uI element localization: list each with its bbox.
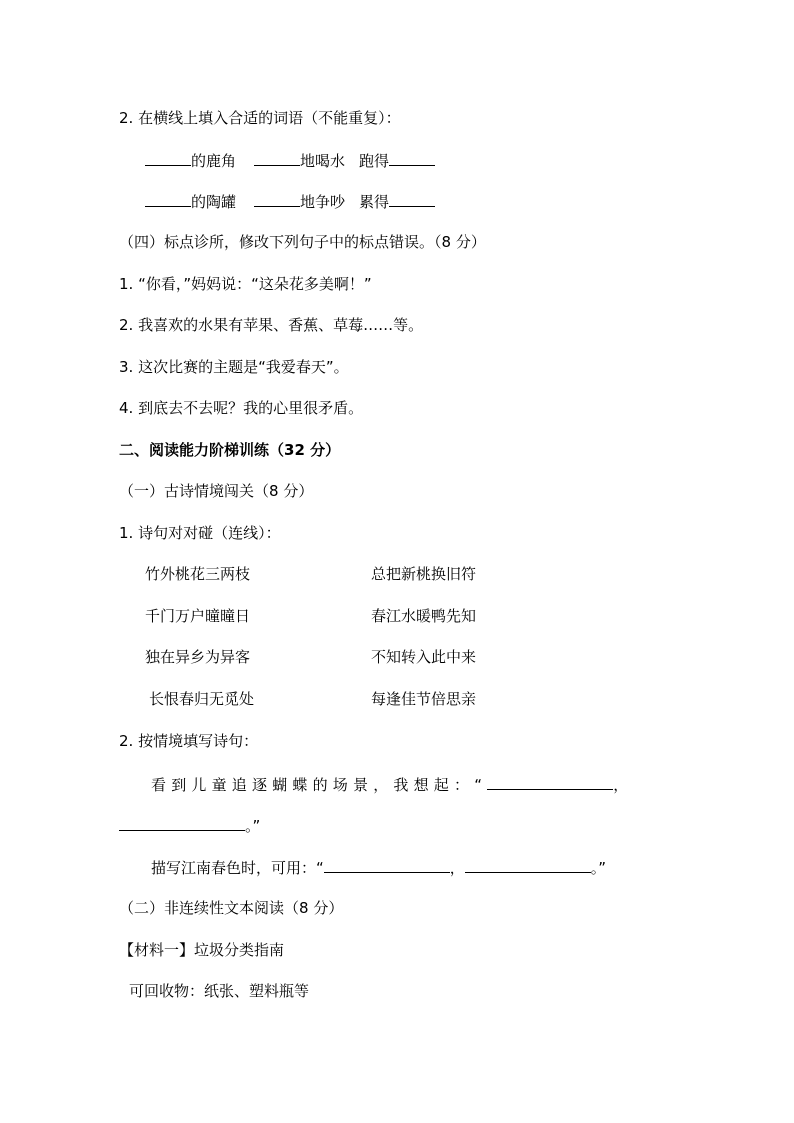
section-4-heading: （四）标点诊所，修改下列句子中的标点错误。（8 分） [119, 233, 486, 251]
blank-suffix: 的鹿角 [191, 152, 237, 170]
poem-left-4[interactable]: 长恨春归无觅处 [149, 690, 255, 708]
scene-2-end: 。” [590, 859, 607, 877]
punctuation-item-3: 3. 这次比赛的主题是“我爱春天”。 [119, 358, 349, 376]
poem-right-2[interactable]: 春江水暖鸭先知 [371, 607, 477, 625]
scene-1-line-cont [119, 814, 260, 836]
poem-left-2[interactable]: 千门万户曈曈日 [145, 607, 251, 625]
blank-prefix: 跑得 [359, 152, 390, 170]
blank[interactable] [145, 149, 191, 166]
material-1-title: 【材料一】垃圾分类指南 [119, 941, 285, 959]
subsection-2-heading: （二）非连续性文本阅读（8 分） [119, 899, 344, 917]
blank[interactable] [389, 190, 435, 207]
poem-right-4[interactable]: 每逢佳节倍思亲 [371, 690, 477, 708]
scene-2-line [151, 856, 606, 878]
blank[interactable] [145, 190, 191, 207]
poem-blank[interactable] [465, 856, 591, 873]
poem-right-1[interactable]: 总把新桃换旧符 [371, 565, 477, 583]
poem-left-1[interactable]: 竹外桃花三两枝 [145, 565, 251, 583]
question-poem-fill: 2. 按情境填写诗句： [119, 732, 259, 750]
scene-1-prefix: 看到儿童追逐蝴蝶的场景，我想起：“ [151, 776, 488, 794]
scene-1-end: 。” [245, 817, 261, 835]
blank-prefix: 累得 [359, 193, 390, 211]
subsection-1-heading: （一）古诗情境闯关（8 分） [119, 482, 314, 500]
blank-suffix: 地争吵 [300, 193, 346, 211]
blank-suffix: 的陶罐 [191, 193, 237, 211]
recyclable-item: 可回收物：纸张、塑料瓶等 [129, 982, 310, 1000]
poem-blank[interactable] [119, 814, 245, 831]
blank-suffix: 地喝水 [300, 152, 346, 170]
scene-1-line [151, 773, 628, 795]
poem-right-3[interactable]: 不知转入此中来 [371, 648, 477, 666]
fill-row-1 [145, 149, 435, 171]
question-poem-match: 1. 诗句对对碰（连线）： [119, 524, 281, 542]
scene-2-comma: ， [449, 859, 465, 877]
punctuation-item-2: 2. 我喜欢的水果有苹果、香蕉、草莓……等。 [119, 316, 424, 334]
scene-1-comma: ， [613, 776, 629, 794]
part-2-heading: 二、阅读能力阶梯训练（32 分） [119, 441, 341, 459]
blank[interactable] [254, 190, 300, 207]
poem-blank[interactable] [324, 856, 450, 873]
scene-2-prefix: 描写江南春色时，可用：“ [151, 859, 324, 877]
blank[interactable] [389, 149, 435, 166]
poem-blank[interactable] [487, 773, 613, 790]
punctuation-item-4: 4. 到底去不去呢？我的心里很矛盾。 [119, 399, 364, 417]
fill-row-2 [145, 190, 435, 212]
blank[interactable] [254, 149, 300, 166]
punctuation-item-1: 1. “你看，”妈妈说：“这朵花多美啊！” [119, 275, 372, 293]
poem-left-3[interactable]: 独在异乡为异客 [145, 648, 251, 666]
question-2-heading: 2. 在横线上填入合适的词语（不能重复）： [119, 109, 401, 127]
